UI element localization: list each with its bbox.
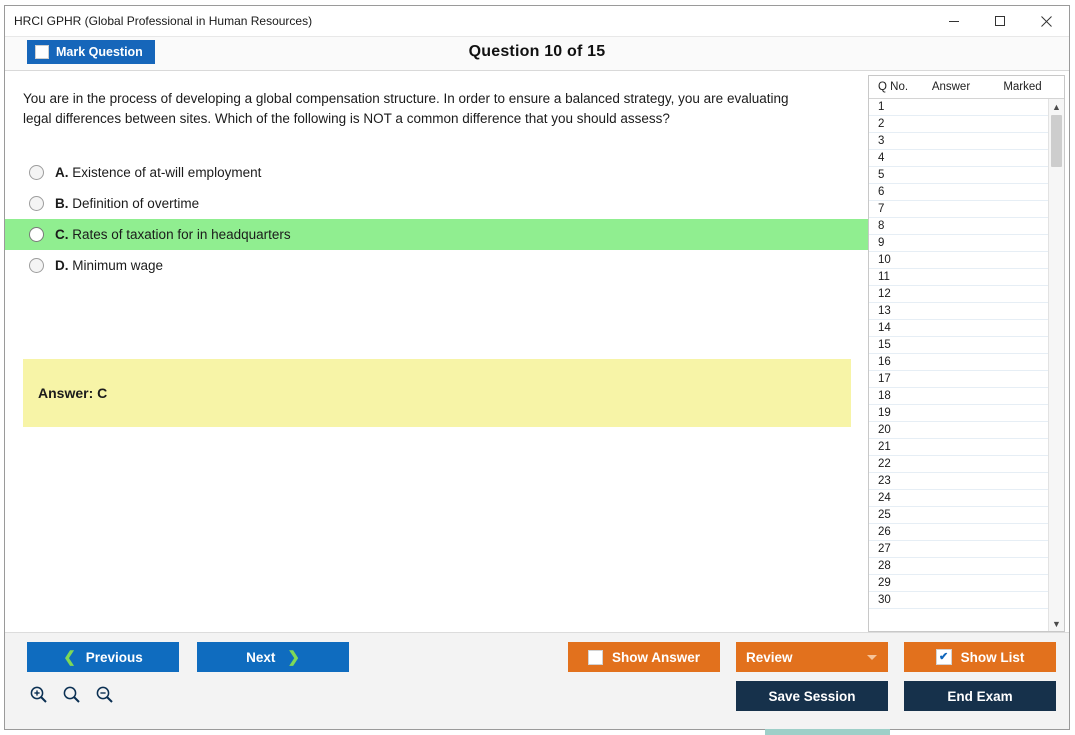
zoom-reset-icon[interactable] bbox=[60, 683, 82, 705]
show-answer-label: Show Answer bbox=[611, 649, 700, 665]
option-c-text: Rates of taxation for in headquarters bbox=[72, 227, 291, 242]
table-row[interactable] bbox=[869, 303, 1049, 320]
scroll-up-icon[interactable]: ▲ bbox=[1052, 101, 1061, 112]
table-row[interactable] bbox=[869, 235, 1049, 252]
table-row[interactable] bbox=[869, 371, 1049, 388]
zoom-controls bbox=[27, 683, 115, 705]
row-question-number: 19 bbox=[878, 407, 891, 419]
next-button[interactable] bbox=[197, 642, 349, 672]
row-question-number: 25 bbox=[878, 509, 891, 521]
save-session-label: Save Session bbox=[768, 688, 856, 704]
table-row[interactable] bbox=[869, 388, 1049, 405]
window-title: HRCI GPHR (Global Professional in Human Resources) bbox=[14, 14, 313, 28]
question-list-panel bbox=[868, 75, 1065, 632]
minimize-icon[interactable] bbox=[931, 7, 977, 36]
show-list-button[interactable] bbox=[904, 642, 1056, 672]
table-row[interactable] bbox=[869, 201, 1049, 218]
row-question-number: 7 bbox=[878, 203, 885, 215]
option-a-label bbox=[55, 165, 261, 180]
next-button-label: Next bbox=[246, 649, 276, 665]
taskbar-strip bbox=[765, 729, 890, 735]
row-question-number: 16 bbox=[878, 356, 891, 368]
radio-icon-d[interactable] bbox=[29, 258, 44, 273]
row-question-number: 10 bbox=[878, 254, 891, 266]
show-list-label: Show List bbox=[960, 649, 1025, 665]
row-question-number: 20 bbox=[878, 424, 891, 436]
end-exam-label: End Exam bbox=[947, 688, 1013, 704]
table-row[interactable] bbox=[869, 218, 1049, 235]
previous-button-label: Previous bbox=[85, 649, 143, 665]
question-list-rows[interactable] bbox=[869, 99, 1049, 631]
radio-icon-b[interactable] bbox=[29, 196, 44, 211]
row-question-number: 13 bbox=[878, 305, 891, 317]
row-question-number: 22 bbox=[878, 458, 891, 470]
row-question-number: 17 bbox=[878, 373, 891, 385]
row-question-number: 26 bbox=[878, 526, 891, 538]
row-question-number: 2 bbox=[878, 118, 885, 130]
review-dropdown[interactable] bbox=[736, 642, 888, 672]
table-row[interactable] bbox=[869, 524, 1049, 541]
radio-icon-c[interactable] bbox=[29, 227, 44, 242]
column-header-answer: Answer bbox=[931, 81, 971, 93]
option-a[interactable] bbox=[5, 157, 868, 188]
table-row[interactable] bbox=[869, 473, 1049, 490]
table-row[interactable] bbox=[869, 541, 1049, 558]
table-row[interactable] bbox=[869, 167, 1049, 184]
zoom-in-icon[interactable] bbox=[27, 683, 49, 705]
answer-options bbox=[5, 157, 868, 281]
table-row[interactable] bbox=[869, 133, 1049, 150]
chevron-down-icon[interactable] bbox=[867, 655, 877, 660]
option-a-text: Existence of at-will employment bbox=[72, 165, 262, 180]
table-row[interactable] bbox=[869, 269, 1049, 286]
table-row[interactable] bbox=[869, 507, 1049, 524]
question-list-header bbox=[869, 76, 1064, 99]
table-row[interactable] bbox=[869, 575, 1049, 592]
end-exam-button[interactable] bbox=[904, 681, 1056, 711]
table-row[interactable] bbox=[869, 99, 1049, 116]
table-row[interactable] bbox=[869, 422, 1049, 439]
row-question-number: 3 bbox=[878, 135, 885, 147]
exam-header bbox=[5, 37, 1069, 71]
radio-icon-a[interactable] bbox=[29, 165, 44, 180]
answer-panel-text: Answer: C bbox=[38, 385, 108, 401]
show-list-checkbox-icon[interactable]: ✔ bbox=[936, 649, 952, 665]
option-c-letter: C. bbox=[55, 227, 69, 242]
row-question-number: 15 bbox=[878, 339, 891, 351]
row-question-number: 27 bbox=[878, 543, 891, 555]
row-question-number: 29 bbox=[878, 577, 891, 589]
mark-question-label: Mark Question bbox=[56, 45, 143, 59]
option-d-text: Minimum wage bbox=[72, 258, 164, 273]
row-question-number: 21 bbox=[878, 441, 891, 453]
close-icon[interactable] bbox=[1023, 7, 1069, 36]
save-session-button[interactable] bbox=[736, 681, 888, 711]
option-c[interactable] bbox=[5, 219, 868, 250]
row-question-number: 6 bbox=[878, 186, 885, 198]
table-row[interactable] bbox=[869, 184, 1049, 201]
row-question-number: 9 bbox=[878, 237, 885, 249]
option-d-label bbox=[55, 258, 163, 273]
row-question-number: 12 bbox=[878, 288, 891, 300]
table-row[interactable] bbox=[869, 252, 1049, 269]
option-b-text: Definition of overtime bbox=[72, 196, 200, 211]
option-d[interactable] bbox=[5, 250, 868, 281]
table-row[interactable] bbox=[869, 592, 1049, 609]
option-b-letter: B. bbox=[55, 196, 69, 211]
exam-body bbox=[5, 71, 1069, 632]
review-label: Review bbox=[746, 649, 793, 665]
row-question-number: 18 bbox=[878, 390, 891, 402]
row-question-number: 14 bbox=[878, 322, 891, 334]
row-question-number: 5 bbox=[878, 169, 885, 181]
table-row[interactable] bbox=[869, 354, 1049, 371]
option-b[interactable] bbox=[5, 188, 868, 219]
maximize-icon[interactable] bbox=[977, 7, 1023, 36]
row-question-number: 1 bbox=[878, 101, 885, 113]
show-answer-button[interactable] bbox=[568, 642, 720, 672]
table-row[interactable] bbox=[869, 337, 1049, 354]
table-row[interactable] bbox=[869, 150, 1049, 167]
table-row[interactable] bbox=[869, 439, 1049, 456]
question-list-scrollbar[interactable] bbox=[1048, 99, 1064, 631]
table-row[interactable] bbox=[869, 286, 1049, 303]
option-b-label bbox=[55, 196, 199, 211]
column-header-qno: Q No. bbox=[878, 81, 909, 93]
row-question-number: 24 bbox=[878, 492, 891, 504]
table-row[interactable] bbox=[869, 490, 1049, 507]
column-header-marked: Marked bbox=[1003, 81, 1042, 93]
option-a-letter: A. bbox=[55, 165, 69, 180]
row-question-number: 30 bbox=[878, 594, 891, 606]
exam-footer bbox=[5, 632, 1069, 729]
table-row[interactable] bbox=[869, 116, 1049, 133]
row-question-number: 4 bbox=[878, 152, 885, 164]
option-d-letter: D. bbox=[55, 258, 69, 273]
option-c-label bbox=[55, 227, 291, 242]
exam-window bbox=[4, 5, 1070, 730]
table-row[interactable] bbox=[869, 320, 1049, 337]
row-question-number: 23 bbox=[878, 475, 891, 487]
table-row[interactable] bbox=[869, 405, 1049, 422]
chevron-right-icon: ❯ bbox=[287, 649, 300, 666]
question-list-body bbox=[869, 99, 1064, 631]
previous-button[interactable] bbox=[27, 642, 179, 672]
table-row[interactable] bbox=[869, 558, 1049, 575]
show-answer-checkbox-icon[interactable] bbox=[588, 650, 603, 665]
question-content bbox=[5, 71, 868, 632]
scroll-down-icon[interactable]: ▼ bbox=[1052, 618, 1061, 629]
zoom-out-icon[interactable] bbox=[93, 683, 115, 705]
answer-panel bbox=[23, 359, 851, 427]
question-counter: Question 10 of 15 bbox=[468, 43, 606, 60]
row-question-number: 11 bbox=[878, 271, 890, 283]
question-text: You are in the process of developing a global compensation structure. In order to ensure a balanced strategy, you are evaluating legal differences between sites. Which of the following is NOT a common difference that you should assess? bbox=[23, 91, 789, 126]
chevron-left-icon: ❮ bbox=[63, 649, 76, 666]
title-bar bbox=[5, 6, 1069, 37]
row-question-number: 28 bbox=[878, 560, 891, 572]
scrollbar-thumb[interactable] bbox=[1051, 115, 1062, 167]
row-question-number: 8 bbox=[878, 220, 885, 232]
table-row[interactable] bbox=[869, 456, 1049, 473]
